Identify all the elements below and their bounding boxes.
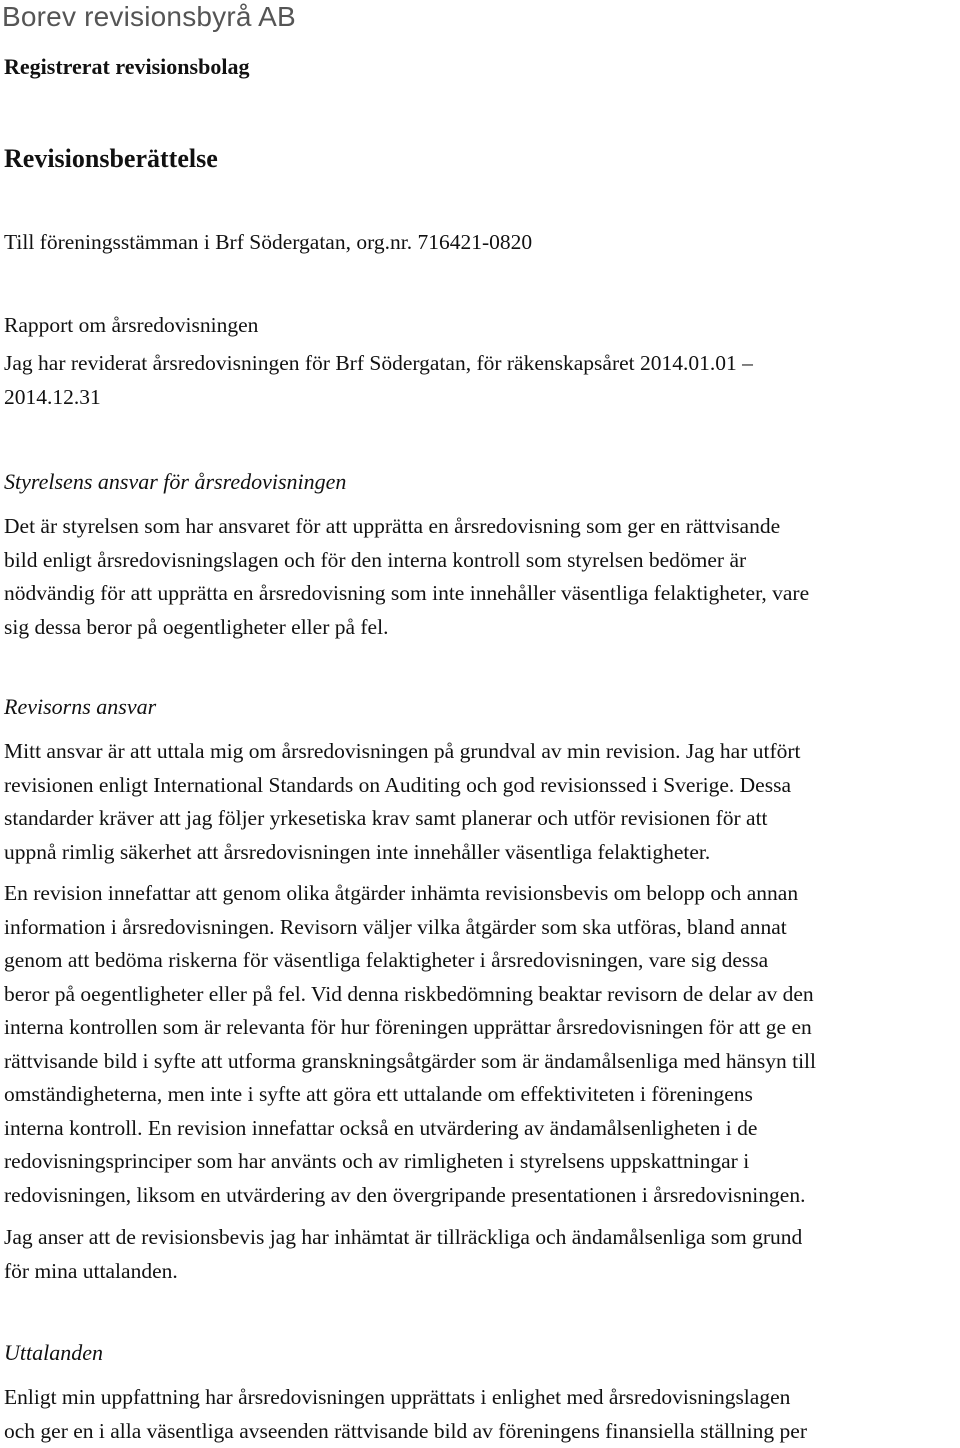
text-line: uppnå rimlig säkerhet att årsredovisningen inte innehåller väsentliga felaktigheter. [4,836,956,870]
text-line: och ger en i alla väsentliga avseenden rättvisande bild av föreningens finansiella ställning per [4,1415,956,1448]
text-line: Mitt ansvar är att uttala mig om årsredovisningen på grundval av min revision. Jag har utfört [4,735,956,769]
paragraph-auditor-1 [4,735,956,869]
addressee: Till föreningsstämman i Brf Södergatan, org.nr. 716421-0820 [4,226,956,260]
text-line: 2014.12.31 [4,381,956,415]
text-line: genom att bedöma riskerna för väsentliga felaktigheter i årsredovisningen, vare sig dessa [4,944,956,978]
report-heading: Rapport om årsredovisningen [4,309,956,343]
text-line: En revision innefattar att genom olika åtgärder inhämta revisionsbevis om belopp och annan [4,877,956,911]
text-line: omständigheterna, men inte i syfte att göra ett uttalande om effektiviteten i föreningens [4,1078,956,1112]
section-heading-auditor: Revisorns ansvar [4,692,156,722]
text-line: standarder kräver att jag följer yrkesetiska krav samt planerar och utför revisionen för att [4,802,956,836]
text-line: för mina uttalanden. [4,1255,956,1289]
text-line: Enligt min uppfattning har årsredovisningen upprättats i enlighet med årsredovisningslagen [4,1381,956,1415]
text-line: Det är styrelsen som har ansvaret för att upprätta en årsredovisning som ger en rättvisande [4,510,956,544]
paragraph-board-responsibility [4,510,956,644]
text-line: nödvändig för att upprätta en årsredovisning som inte innehåller väsentliga felaktigheter, vare [4,577,956,611]
registered-label: Registrerat revisionsbolag [4,52,249,82]
text-line: bild enligt årsredovisningslagen och för den interna kontroll som styrelsen bedömer är [4,544,956,578]
text-line: beror på oegentligheter eller på fel. Vid denna riskbedömning beaktar revisorn de delar av den [4,978,956,1012]
paragraph-statements [4,1381,956,1448]
text-line: redovisningen, liksom en utvärdering av den övergripande presentationen i årsredovisningen. [4,1179,956,1213]
text-line: interna kontroll. En revision innefattar också en utvärdering av ändamålsenligheten i de [4,1112,956,1146]
section-heading-board: Styrelsens ansvar för årsredovisningen [4,467,346,497]
paragraph-auditor-2 [4,877,956,1212]
paragraph-auditor-3 [4,1221,956,1288]
intro-paragraph [4,347,956,414]
document-title: Revisionsberättelse [4,142,218,176]
firm-name: Borev revisionsbyrå AB [2,0,296,34]
text-line: revisionen enligt International Standards on Auditing och god revisionssed i Sverige. Dessa [4,769,956,803]
text-line: redovisningsprinciper som har använts och av rimligheten i styrelsens uppskattningar i [4,1145,956,1179]
text-line: Jag anser att de revisionsbevis jag har inhämtat är tillräckliga och ändamålsenliga som grund [4,1221,956,1255]
text-line: sig dessa beror på oegentligheter eller på fel. [4,611,956,645]
text-line: interna kontrollen som är relevanta för hur föreningen upprättar årsredovisningen för att ge en [4,1011,956,1045]
text-line: Jag har reviderat årsredovisningen för Brf Södergatan, för räkenskapsåret 2014.01.01 – [4,347,956,381]
section-heading-statements: Uttalanden [4,1338,103,1368]
text-line: rättvisande bild i syfte att utforma granskningsåtgärder som är ändamålsenliga med hänsyn till [4,1045,956,1079]
text-line: information i årsredovisningen. Revisorn väljer vilka åtgärder som ska utföras, bland annat [4,911,956,945]
